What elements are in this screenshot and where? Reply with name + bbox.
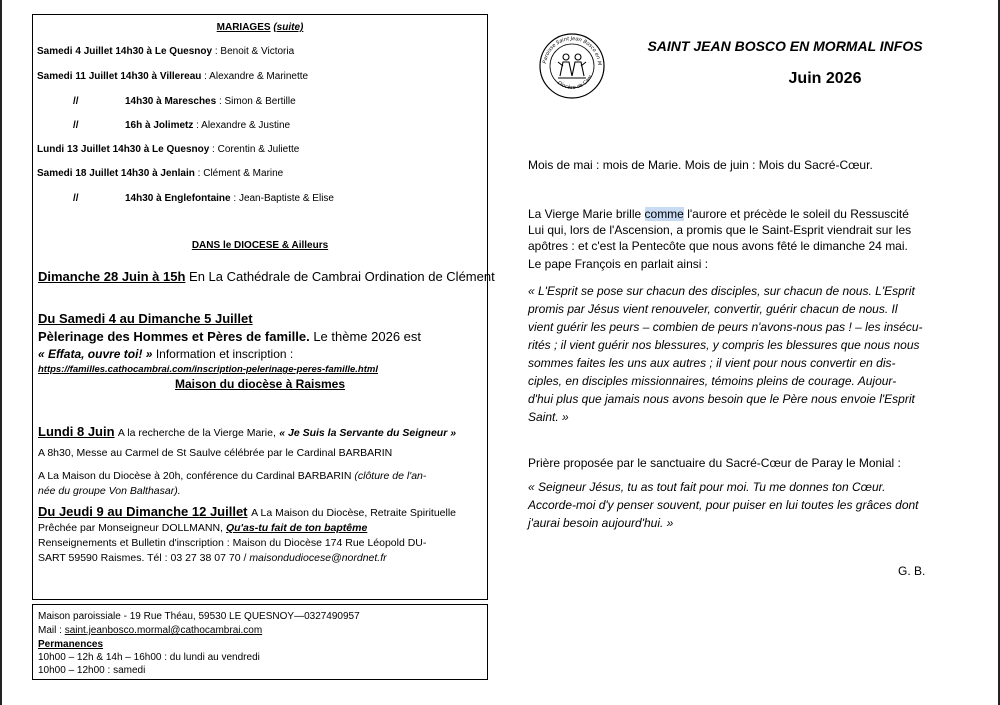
quote-line: ciples, en disciples missionnaires, témoins pleins de courage. Aujour- (528, 374, 897, 388)
newsletter-title: SAINT JEAN BOSCO EN MORMAL INFOS (647, 38, 923, 54)
paragraph-line: apôtres : et c'est la Pentecôte que nous avons fêté le dimanche 24 mai. (528, 239, 908, 253)
wedding-row: 14h30 à Englefontaine : Jean-Baptiste & Elise (125, 193, 334, 204)
pele-url-link[interactable]: https://familles.cathocambrai.com/inscription-pelerinage-peres-famille.html (38, 364, 378, 375)
parish-logo-icon (538, 32, 606, 100)
wedding-row: // (73, 120, 79, 131)
prayer-line: j'aurai besoin aujourd'hui. » (528, 516, 674, 530)
permanence-row: 10h00 – 12h00 : samedi (38, 665, 146, 676)
retraite-email-link[interactable]: maisondudiocese@nordnet.fr (249, 552, 387, 564)
quote-line: rités ; il vient guérir nos blessures, y compris les blessures que nous nous (528, 338, 920, 352)
highlighted-word[interactable]: comme (644, 207, 684, 221)
wedding-row: Samedi 11 Juillet 14h30 à Villereau : Alexandre & Marinette (37, 71, 309, 82)
prayer-line: « Seigneur Jésus, tu as tout fait pour moi. Tu me donnes ton Cœur. (528, 480, 886, 494)
quote-line: « L'Esprit se pose sur chacun des disciples, sur chacun de nous. L'Esprit (528, 284, 915, 298)
parish-mail-line: Mail : saint.jeanbosco.mormal@cathocambrai.com (38, 625, 263, 636)
lundi-line: Lundi 8 Juin A la recherche de la Vierge Marie, « Je Suis la Servante du Seigneur » (38, 424, 457, 439)
retraite-line: Du Jeudi 9 au Dimanche 12 Juillet A La Maison du Diocèse, Retraite Spirituelle (38, 504, 456, 519)
svg-text:Diocèse de Cambrai: Diocèse de Cam (556, 74, 594, 91)
retraite-line3: Renseignements et Bulletin d'inscription : Maison du Diocèse 174 Rue Léopold DU- (38, 537, 427, 549)
wedding-row: Lundi 13 Juillet 14h30 à Le Quesnoy : Corentin & Juliette (37, 144, 300, 155)
retraite-line4: SART 59590 Raismes. Tél : 03 27 38 07 70 / maisondudiocese@nordnet.fr (38, 552, 387, 564)
events-box (32, 14, 495, 600)
quote-line: sommes faites les uns aux autres ; il vient pour nous convertir en dis- (528, 356, 896, 370)
retraite-line2: Prêchée par Monseigneur DOLLMANN, Qu'as-tu fait de ton baptême (38, 522, 368, 534)
diocese-heading: DANS le DIOCESE & Ailleurs (191, 240, 329, 251)
mariages-title: MARIAGES (216, 22, 271, 33)
intro-line: Mois de mai : mois de Marie. Mois de juin : Mois du Sacré-Cœur. (528, 158, 873, 172)
wedding-row: // (73, 193, 79, 204)
left-page-edge (0, 0, 2, 705)
wedding-row: Samedi 4 Juillet 14h30 à Le Quesnoy : Benoit & Victoria (37, 46, 295, 57)
prayer-intro: Prière proposée par le sanctuaire du Sacré-Cœur de Paray le Monial : (528, 456, 901, 470)
parish-seal (538, 32, 606, 100)
paragraph-line: La Vierge Marie brille comme l'aurore et précède le soleil du Ressuscité (528, 207, 909, 221)
lundi-conf: A La Maison du Diocèse à 20h, conférence du Cardinal BARBARIN (clôture de l'an- (38, 470, 427, 482)
ordination-line: Dimanche 28 Juin à 15h En La Cathédrale de Cambrai Ordination de Clément (38, 269, 495, 284)
pele-quote-line: « Effata, ouvre toi! » Information et inscription : (38, 347, 294, 361)
newsletter-date: Juin 2026 (788, 70, 862, 87)
quote-line: Saint. » (528, 410, 569, 424)
parish-info-box (32, 604, 488, 680)
quote-line: promis par Jésus vient renouveler, convertir, guérir chacun de nous. Il (528, 302, 898, 316)
wedding-row: 14h30 à Maresches : Simon & Bertille (125, 96, 296, 107)
pele-title-line: Pèlerinage des Hommes et Pères de famille. Le thème 2026 est (38, 329, 422, 344)
quote-line: vient guérir les peurs – combien de peurs n'avons-nous pas ! – les insécu- (528, 320, 923, 334)
paragraph-line: Le pape François en parlait ainsi : (528, 257, 709, 271)
quote-line: d'hui plus que jamais nous avons besoin que le Père nous envoie l'Esprit (528, 392, 915, 406)
wedding-row: Samedi 18 Juillet 14h30 à Jenlain : Clément & Marine (37, 168, 284, 179)
wedding-row: // (73, 96, 79, 107)
wedding-row: 16h à Jolimetz : Alexandre & Justine (125, 120, 291, 131)
svg-text:Paroisse Saint Jean Bosco en M: Paroisse Saint Jean Bosco en M (542, 35, 603, 66)
parish-address: Maison paroissiale - 19 Rue Théau, 59530 LE QUESNOY—0327490957 (38, 611, 360, 622)
pele-date: Du Samedi 4 au Dimanche 5 Juillet (38, 311, 253, 326)
permanences-title: Permanences (38, 639, 104, 650)
signature: G. B. (898, 564, 926, 578)
mariages-suite: (suite) (273, 22, 304, 33)
lundi-conf-end: née du groupe Von Balthasar). (38, 485, 181, 497)
mariages-heading (33, 22, 487, 34)
parish-mail-link[interactable]: saint.jeanbosco.mormal@cathocambrai.com (64, 625, 263, 636)
lundi-messe: A 8h30, Messe au Carmel de St Saulve célébrée par le Cardinal BARBARIN (38, 447, 393, 459)
permanence-row: 10h00 – 12h & 14h – 16h00 : du lundi au vendredi (38, 652, 260, 663)
prayer-line: Accorde-moi d'y penser souvent, pour puiser en lui toutes les grâces dont (528, 498, 919, 512)
paragraph-line: Lui qui, lors de l'Ascension, a promis que le Saint-Esprit viendrait sur les (528, 223, 912, 237)
pele-place: Maison du diocèse à Raismes (174, 377, 346, 391)
